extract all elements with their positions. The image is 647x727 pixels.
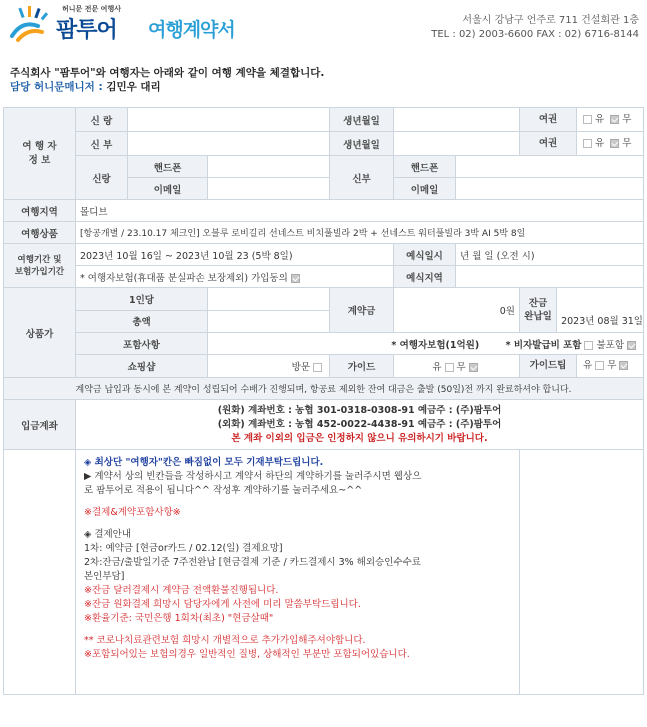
bride-birth-label: 생년월일 [330, 132, 394, 156]
guide-right-cell [520, 450, 644, 695]
guide-note-3: 로 팜투어로 적용이 됩니다^^ 작성후 계약하기를 눌러주세요~^^ [84, 485, 363, 496]
header [0, 0, 647, 48]
balance-label: 잔금 완납일 [520, 288, 557, 332]
guide-no-checkbox[interactable] [469, 363, 478, 372]
bank-info [76, 400, 644, 450]
guide-note-12: ** 코로나치료관련보험 희망시 개별적으로 추가가입해주셔야합니다. [84, 635, 366, 646]
period-value: 2023년 10월 16일 ~ 2023년 10월 23 (5박 8일) [76, 244, 394, 266]
groom-phone-label: 핸드폰 [128, 156, 208, 178]
guide-note-10: ※잔금 원화결제 희망시 담당자에게 사전에 미리 말씀부탁드립니다. [84, 599, 361, 610]
product-label: 여행상품 [4, 222, 76, 244]
included-value [208, 333, 644, 355]
bride-phone-label: 핸드폰 [394, 156, 456, 178]
bank-account-foreign: (외화) 계좌번호 : 농협 452-0022-4438-91 예금주 : (주)팜투어 [217, 418, 502, 430]
visa-excluded-checkbox[interactable] [627, 341, 636, 350]
guide-label: 가이드 [330, 355, 394, 378]
shopping-visit-checkbox[interactable] [313, 363, 322, 372]
logo [8, 4, 248, 44]
guide-note-6: 1차: 예약금 [현금or카드 / 02.12(일) 결제요망] [84, 543, 283, 554]
groom-birth-input[interactable] [394, 108, 520, 132]
tip-no-label: 무 [607, 360, 617, 371]
logo-mark-icon [8, 6, 54, 44]
total-label: 총액 [76, 310, 208, 333]
guide-options [394, 355, 520, 378]
bride-passport-cell [520, 132, 644, 156]
groom-birth-label: 생년월일 [330, 108, 394, 132]
bride-email-label: 이메일 [394, 178, 456, 200]
guide-note-8: 본인부담] [84, 571, 125, 582]
bride-passport-no-checkbox[interactable] [610, 139, 619, 148]
per-person-label: 1인당 [76, 288, 208, 311]
product-value: [항공개별 / 23.10.17 체크인] 오블루 로비길리 선네스트 비치풀빌라 2박 + 선네스트 워터풀빌라 3박 AI 5박 8일 [76, 222, 644, 244]
deposit-value: 0원 [394, 288, 520, 333]
bride-contact-label: 신부 [330, 156, 394, 200]
per-person-value [208, 288, 330, 311]
groom-name-input[interactable] [128, 108, 330, 132]
insurance-consent-label: * 여행자보험(휴대품 분실파손 보장제외) 가입동의 [80, 272, 288, 284]
wedding-date-value: 년 월 일 (오전 시) [456, 244, 644, 266]
wedding-place-input[interactable] [456, 266, 644, 288]
visa-included-label: * 비자발급비 포함 [505, 339, 582, 351]
intro [10, 66, 324, 94]
tip-no-checkbox[interactable] [619, 361, 628, 370]
included-label: 포함사항 [76, 333, 208, 355]
guide-tip-label: 가이드팁 [520, 355, 577, 377]
price-section-label: 상품가 [4, 288, 76, 378]
period-label [4, 244, 76, 288]
logo-service: 여행계약서 [148, 19, 235, 41]
shopping-visit-label: 방문 [291, 362, 310, 373]
guide-note-1: ◈ 최상단 "여행자"칸은 빠짐없이 모두 기재부탁드립니다. [84, 457, 324, 468]
logo-tagline: 허니문 전문 여행사 [62, 5, 121, 13]
region-label: 여행지역 [4, 200, 76, 222]
bride-passport-no-label: 무 [622, 138, 632, 149]
bride-passport-label: 여권 [520, 132, 577, 155]
period-label-line1: 여행기간 및 [17, 254, 62, 265]
wedding-place-label: 예식지역 [394, 266, 456, 288]
bride-email-input[interactable] [456, 178, 644, 200]
bride-label: 신 부 [76, 132, 128, 156]
insurance-consent [76, 266, 394, 288]
region-value: 몰디브 [76, 200, 644, 222]
guide-tip-cell [520, 355, 644, 378]
bank-warning: 본 계좌 이외의 입금은 인정하지 않으니 유의하시기 바랍니다. [231, 432, 488, 444]
shopping-visit [208, 355, 330, 378]
guide-note-9: ※잔금 달러결제시 계약금 전액환불진행됩니다. [84, 585, 279, 596]
groom-contact-label: 신랑 [76, 156, 128, 200]
insurance-consent-checkbox[interactable] [291, 274, 300, 283]
bride-phone-input[interactable] [456, 156, 644, 178]
company-contact: TEL : 02) 2003-6600 FAX : 02) 6716-8144 [431, 29, 639, 40]
guide-no-label: 무 [456, 362, 466, 373]
traveler-section-label: 여 행 자 정 보 [4, 108, 76, 200]
groom-passport-no-checkbox[interactable] [610, 115, 619, 124]
balance-value: 2023년 08월 31일 [561, 316, 643, 327]
groom-passport-cell [520, 108, 644, 132]
logo-brand: 팜투어 [56, 18, 117, 43]
company-address: 서울시 강남구 언주로 711 건설회관 1층 [462, 15, 639, 26]
guide-note-2: ▶ 계약서 상의 빈칸들을 작성하시고 계약서 하단의 계약하기를 눌러주시면 웹상으 [84, 471, 422, 482]
bride-name-input[interactable] [128, 132, 330, 156]
visa-excluded-label: 불포함 [596, 339, 624, 351]
guide-yes-label: 유 [432, 362, 442, 373]
bank-account-krw: (원화) 계좌번호 : 농협 301-0318-0308-91 예금주 : (주)팜투어 [217, 404, 502, 416]
guide-notes [76, 450, 520, 695]
manager-label: 담당 허니문매니저 : [10, 81, 103, 93]
tip-yes-checkbox[interactable] [595, 361, 604, 370]
groom-email-input[interactable] [208, 178, 330, 200]
bride-passport-yes-label: 유 [595, 138, 605, 149]
contract-table [3, 107, 644, 695]
guide-note-5: ◈ 결제안내 [84, 529, 132, 540]
guide-note-7: 2차:잔금/출발일기준 7주전완납 [현금결제 기준 / 카드결제시 3% 해외승인수수료 [84, 557, 421, 568]
wedding-date-label: 예식일시 [394, 244, 456, 266]
bride-birth-input[interactable] [394, 132, 520, 156]
deposit-label: 계약금 [330, 288, 394, 333]
groom-email-label: 이메일 [128, 178, 208, 200]
period-label-line2: 보험가입기간 [14, 266, 65, 277]
manager-line [10, 80, 324, 94]
groom-label: 신 랑 [76, 108, 128, 132]
groom-passport-no-label: 무 [622, 114, 632, 125]
shopping-label: 쇼핑샵 [76, 355, 208, 378]
guide-note-4: ※결제&계약포함사항※ [84, 507, 181, 518]
insurance-included: * 여행자보험(1억원) [391, 339, 480, 351]
bride-passport-yes-checkbox[interactable] [583, 139, 592, 148]
guide-left-cell [4, 450, 76, 695]
contract-statement: 주식회사 "팜투어"와 여행자는 아래와 같이 여행 계약을 체결합니다. [10, 67, 325, 79]
groom-phone-input[interactable] [208, 156, 330, 178]
total-value [208, 310, 330, 333]
bank-section-label: 입금계좌 [4, 400, 76, 450]
groom-passport-label: 여권 [520, 108, 577, 131]
tip-yes-label: 유 [583, 360, 593, 371]
guide-note-11: ※환율기준: 국민은행 1회차(최초) "현금살때" [84, 613, 274, 624]
visa-included-checkbox[interactable] [584, 341, 593, 350]
guide-yes-checkbox[interactable] [445, 363, 454, 372]
payment-notice: 계약금 납입과 동시에 본 계약이 성립되어 수배가 진행되며, 항공료 제외한 잔여 대금은 출발 (50일)전 까지 완료하셔야 합니다. [4, 378, 644, 400]
balance-cell [520, 288, 644, 333]
company-address-block [431, 14, 639, 42]
groom-passport-yes-label: 유 [595, 114, 605, 125]
manager-name: 김민우 대리 [106, 81, 161, 93]
guide-note-13: ※포함되어있는 보험의경우 일반적인 질병, 상해적인 부분만 포함되어있습니다. [84, 649, 410, 660]
groom-passport-yes-checkbox[interactable] [583, 115, 592, 124]
